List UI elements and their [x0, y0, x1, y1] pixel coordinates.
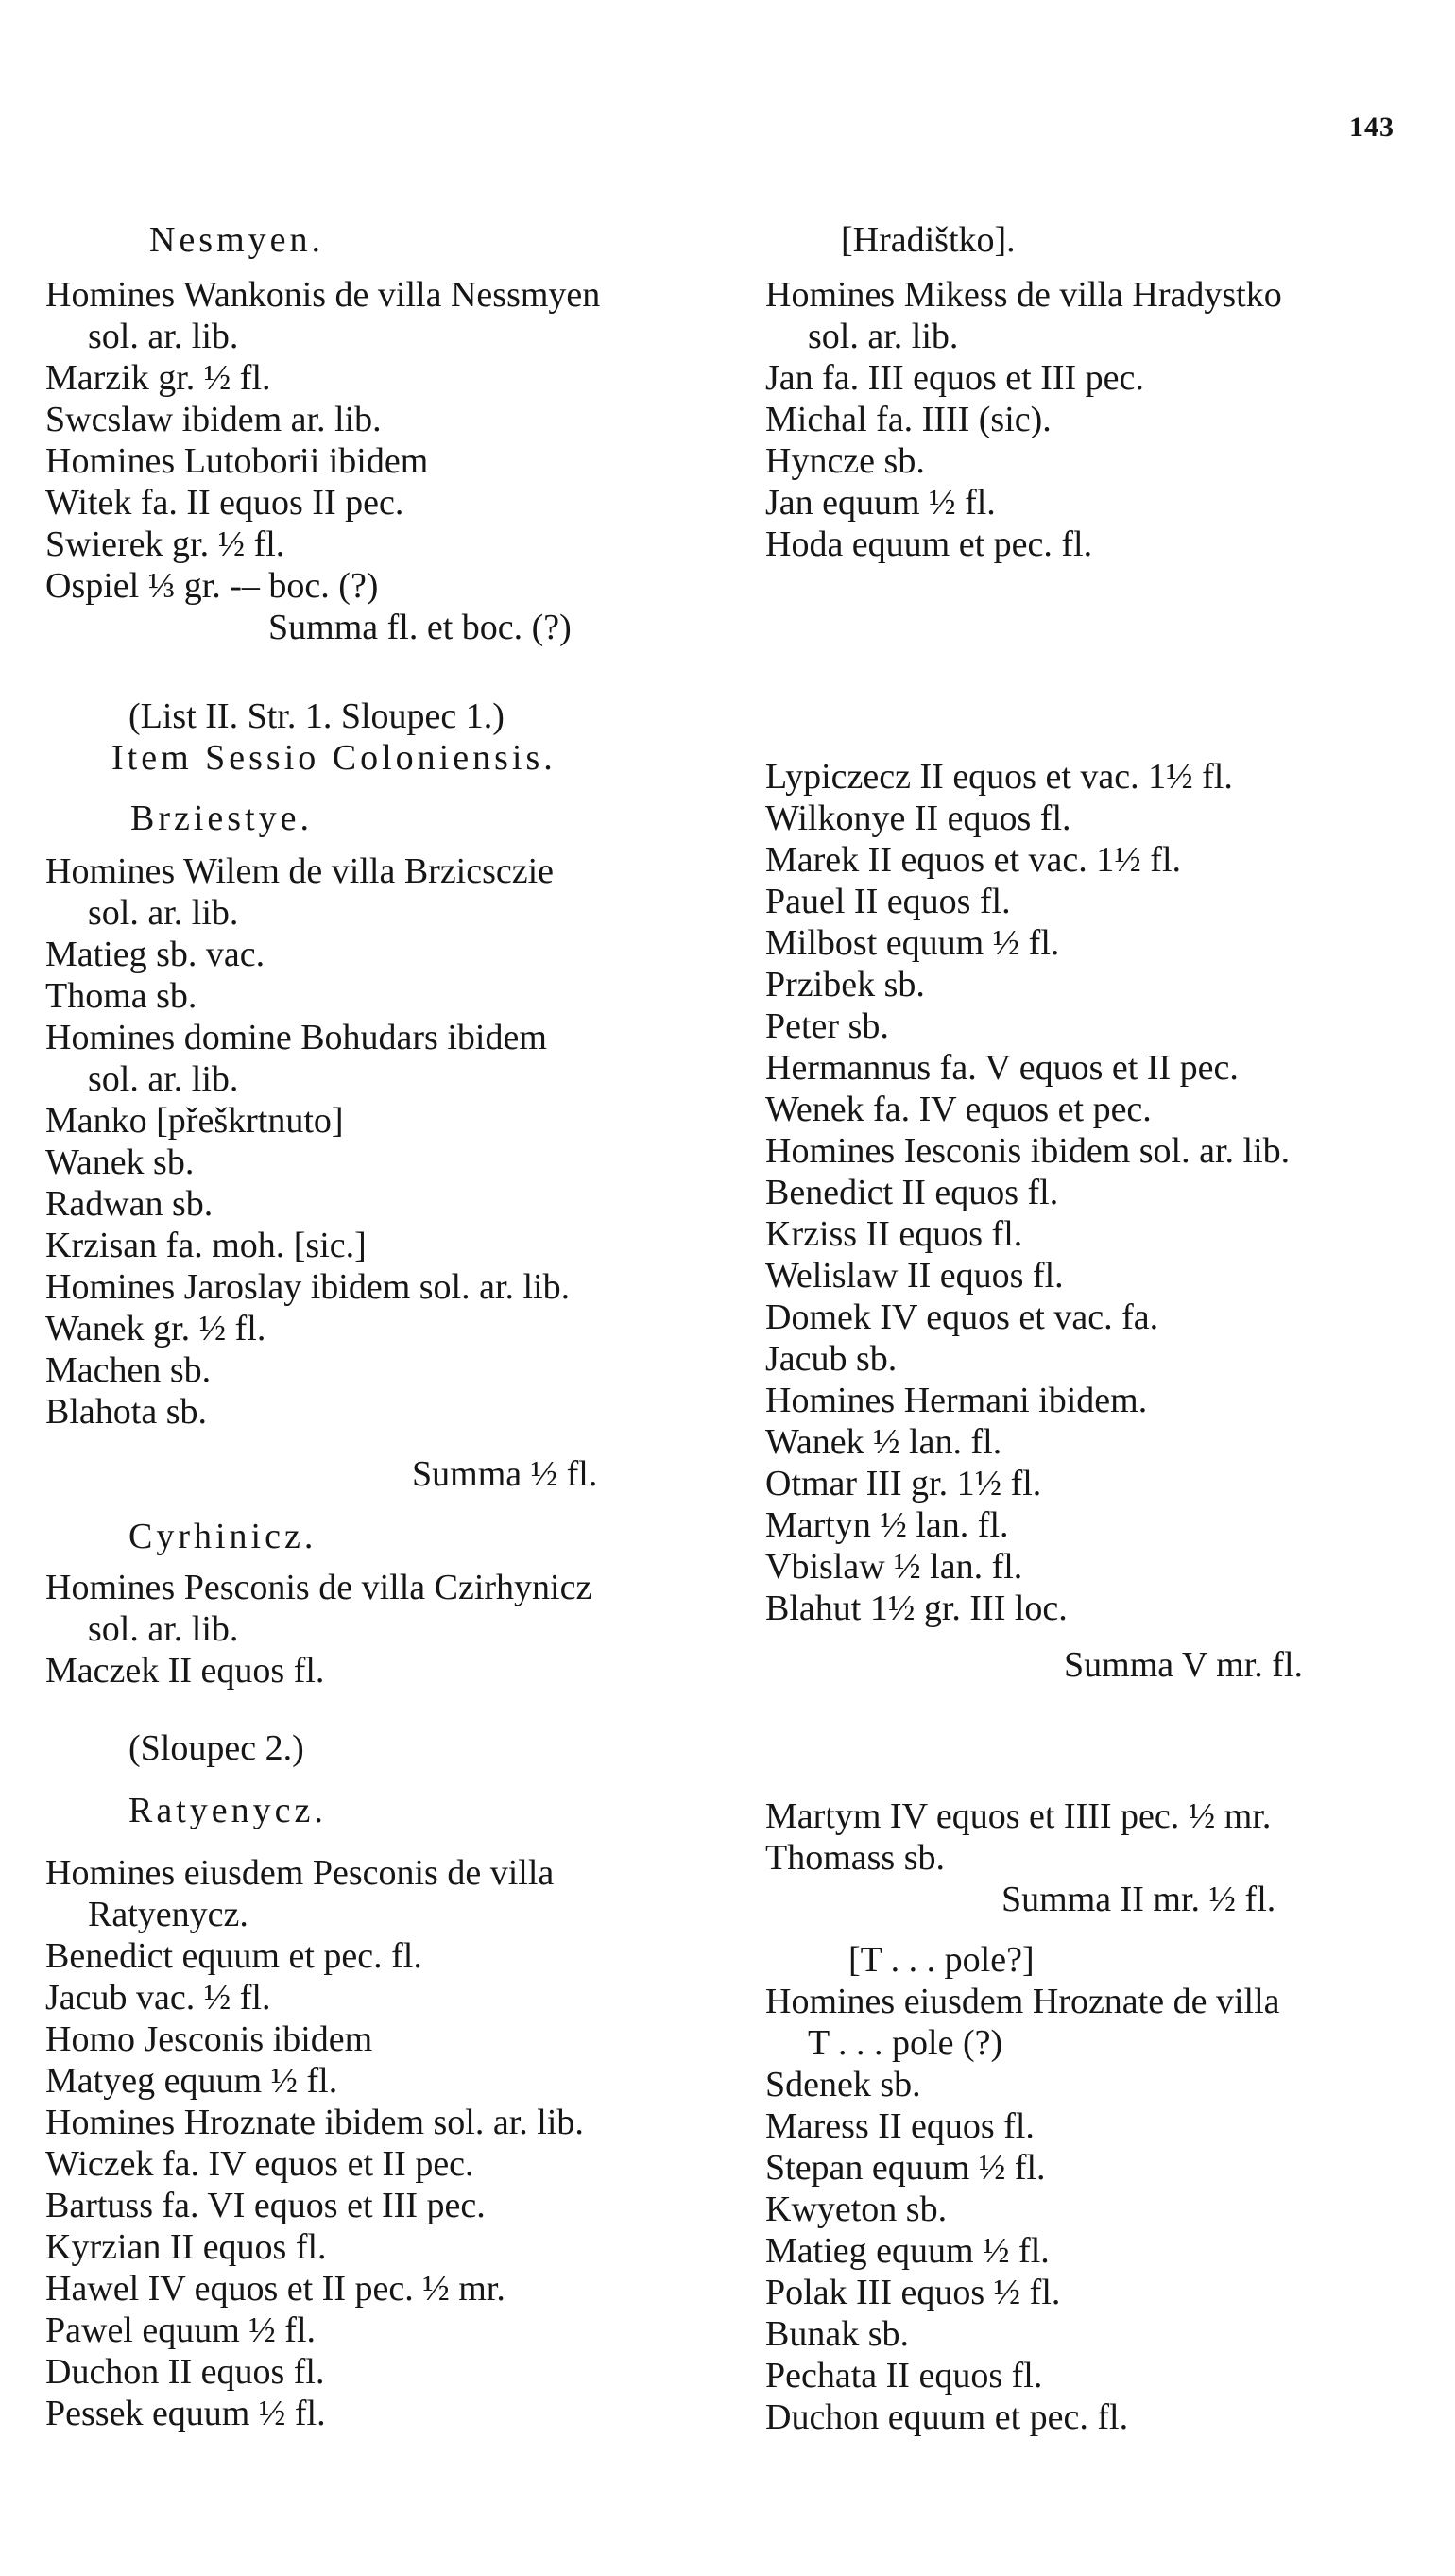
text-line: (Sloupec 2.) — [128, 1728, 304, 1768]
text-line: Witek fa. II equos II pec. — [45, 483, 404, 523]
text-line: Homines domine Bohudars ibidem — [45, 1018, 547, 1057]
text-line: Ratyenycz. — [128, 1791, 327, 1830]
text-line: Wanek sb. — [45, 1142, 195, 1182]
text-line: Kwyeton sb. — [765, 2190, 948, 2229]
text-line: Wiczek fa. IV equos et II pec. — [45, 2144, 474, 2184]
text-line: Martyn ½ lan. fl. — [765, 1505, 1009, 1545]
text-line: Pauel II equos fl. — [765, 882, 1011, 921]
text-line: Milbost equum ½ fl. — [765, 923, 1060, 963]
text-line: Marzik gr. ½ fl. — [45, 358, 271, 398]
text-line: Brziestye. — [130, 799, 314, 838]
text-line: Wenek fa. IV equos et pec. — [765, 1090, 1152, 1129]
text-line: Jan equum ½ fl. — [765, 483, 996, 523]
text-line: T . . . pole (?) — [808, 2023, 1003, 2063]
text-line: Vbislaw ½ lan. fl. — [765, 1547, 1023, 1587]
text-line: Duchon II equos fl. — [45, 2352, 325, 2392]
text-line: Pechata II equos fl. — [765, 2356, 1043, 2396]
text-line: Matieg sb. vac. — [45, 935, 265, 974]
text-line: [T . . . pole?] — [848, 1940, 1035, 1980]
text-line: Hoda equum et pec. fl. — [765, 524, 1093, 564]
text-line: Marek II equos et vac. 1½ fl. — [765, 840, 1182, 880]
text-line: Maczek II equos fl. — [45, 1651, 325, 1691]
text-line: Welislaw II equos fl. — [765, 1256, 1064, 1296]
text-line: Matieg equum ½ fl. — [765, 2231, 1050, 2271]
text-line: Bartuss fa. VI equos et III pec. — [45, 2186, 486, 2225]
text-line: Kyrzian II equos fl. — [45, 2227, 327, 2267]
text-line: Summa ½ fl. — [412, 1454, 598, 1494]
text-line: Wilkonye II equos fl. — [765, 799, 1071, 838]
text-line: Sdenek sb. — [765, 2065, 921, 2104]
text-line: Summa fl. et boc. (?) — [268, 608, 572, 647]
text-line: sol. ar. lib. — [88, 317, 239, 356]
text-line: Michal fa. IIII (sic). — [765, 400, 1052, 439]
text-line: Przibek sb. — [765, 965, 925, 1005]
text-line: Summa V mr. fl. — [1064, 1645, 1304, 1685]
text-line: Wanek gr. ½ fl. — [45, 1309, 266, 1348]
text-line: Ospiel ⅓ gr. -– boc. (?) — [45, 566, 379, 606]
text-line: Polak III equos ½ fl. — [765, 2273, 1061, 2312]
page-number: 143 — [1349, 112, 1395, 143]
text-line: Hyncze sb. — [765, 441, 925, 481]
text-line: Homines Iesconis ibidem sol. ar. lib. — [765, 1131, 1291, 1171]
text-line: Nesmyen. — [149, 220, 325, 260]
text-line: Jacub sb. — [765, 1339, 898, 1379]
text-line: Otmar III gr. 1½ fl. — [765, 1464, 1042, 1503]
text-line: Krziss II equos fl. — [765, 1214, 1023, 1254]
text-line: Homines Wankonis de villa Nessmyen — [45, 275, 601, 315]
text-line: sol. ar. lib. — [88, 1059, 239, 1099]
text-line: Jacub vac. ½ fl. — [45, 1978, 271, 2018]
text-line: Stepan equum ½ fl. — [765, 2148, 1046, 2188]
text-line: Lypiczecz II equos et vac. 1½ fl. — [765, 757, 1233, 797]
text-line: [Hradištko]. — [841, 220, 1016, 260]
text-line: sol. ar. lib. — [808, 317, 959, 356]
text-line: Martym IV equos et IIII pec. ½ mr. — [765, 1796, 1272, 1836]
text-line: Peter sb. — [765, 1006, 889, 1046]
text-line: Bunak sb. — [765, 2314, 909, 2354]
text-line: Swcslaw ibidem ar. lib. — [45, 400, 382, 439]
text-line: Manko [přeškrtnuto] — [45, 1101, 344, 1141]
text-line: Homines Jaroslay ibidem sol. ar. lib. — [45, 1267, 571, 1307]
text-line: (List II. Str. 1. Sloupec 1.) — [128, 696, 505, 736]
text-line: Item Sessio Coloniensis. — [111, 738, 556, 778]
text-line: Homines eiusdem Hroznate de villa — [765, 1982, 1280, 2021]
text-line: Blahota sb. — [45, 1392, 207, 1432]
text-line: Homines Hroznate ibidem sol. ar. lib. — [45, 2103, 584, 2142]
text-line: Homines Lutoborii ibidem — [45, 441, 429, 481]
text-line: Benedict II equos fl. — [765, 1173, 1059, 1212]
text-line: Jan fa. III equos et III pec. — [765, 358, 1144, 398]
text-line: Homines eiusdem Pesconis de villa — [45, 1853, 555, 1893]
text-line: Thomass sb. — [765, 1838, 945, 1878]
text-line: Pessek equum ½ fl. — [45, 2394, 326, 2433]
text-line: Benedict equum et pec. fl. — [45, 1936, 422, 1976]
text-line: Blahut 1½ gr. III loc. — [765, 1589, 1068, 1628]
text-line: Duchon equum et pec. fl. — [765, 2397, 1129, 2437]
text-line: sol. ar. lib. — [88, 1609, 239, 1649]
text-line: Matyeg equum ½ fl. — [45, 2061, 338, 2101]
text-line: Summa II mr. ½ fl. — [1001, 1880, 1276, 1919]
text-line: Homines Pesconis de villa Czirhynicz — [45, 1568, 592, 1607]
text-line: Cyrhinicz. — [128, 1517, 317, 1556]
text-line: Homines Mikess de villa Hradystko — [765, 275, 1282, 315]
text-line: Hawel IV equos et II pec. ½ mr. — [45, 2269, 505, 2309]
text-line: Pawel equum ½ fl. — [45, 2310, 317, 2350]
text-line: Radwan sb. — [45, 1184, 214, 1224]
text-line: Swierek gr. ½ fl. — [45, 524, 285, 564]
text-line: Maress II equos fl. — [765, 2106, 1035, 2146]
text-line: sol. ar. lib. — [88, 893, 239, 933]
text-line: Thoma sb. — [45, 976, 197, 1016]
text-line: Homo Jesconis ibidem — [45, 2019, 373, 2059]
text-line: Homines Hermani ibidem. — [765, 1381, 1148, 1420]
text-line: Ratyenycz. — [88, 1895, 248, 1934]
text-line: Wanek ½ lan. fl. — [765, 1422, 1002, 1462]
text-line: Machen sb. — [45, 1350, 212, 1390]
text-line: Hermannus fa. V equos et II pec. — [765, 1048, 1239, 1088]
text-line: Domek IV equos et vac. fa. — [765, 1297, 1159, 1337]
text-line: Krzisan fa. moh. [sic.] — [45, 1226, 367, 1265]
text-line: Homines Wilem de villa Brzicsczie — [45, 851, 555, 891]
